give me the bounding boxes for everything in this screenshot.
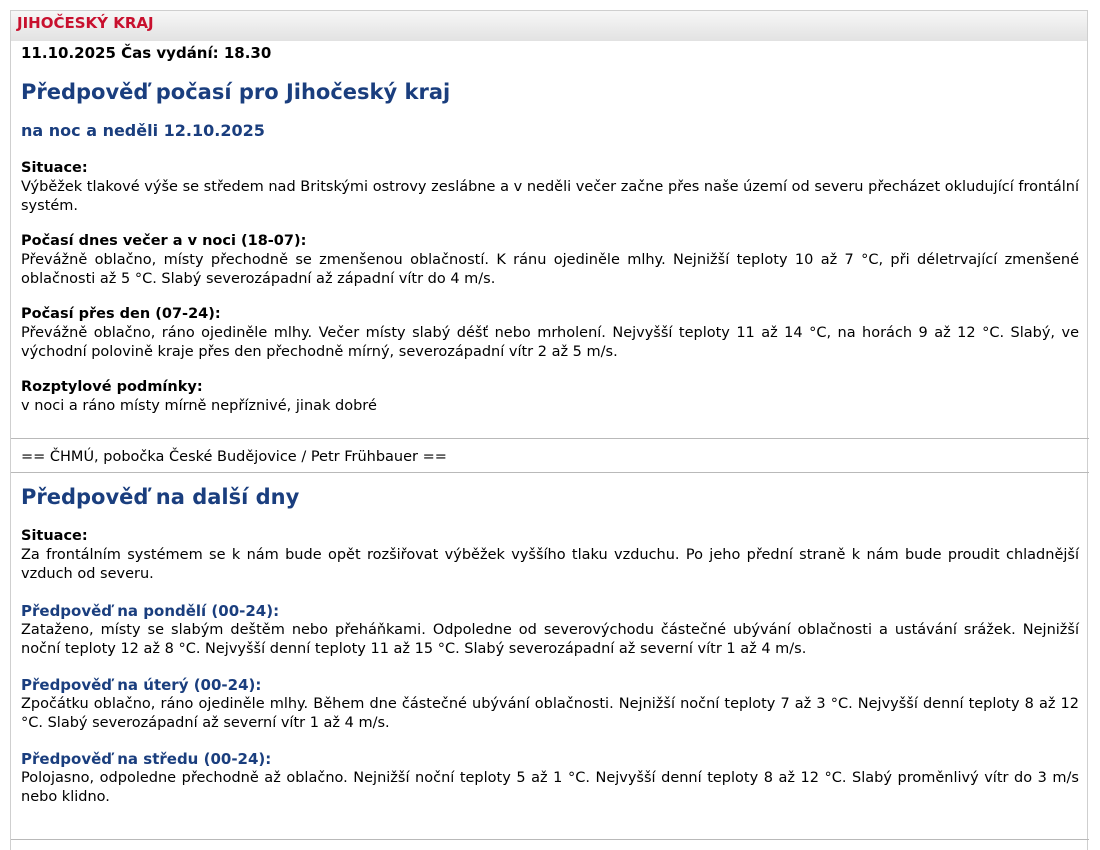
divider-top (11, 438, 1089, 439)
next-situation-label: Situace: (21, 528, 88, 544)
forecast-subtitle: na noc a neděli 12.10.2025 (21, 121, 265, 140)
wednesday-forecast-text: Polojasno, odpoledne přechodně až oblačno. Nejnižší noční teploty 5 až 1 °C. Nejvyšší denní teploty 8 až 12 °C. Slabý proměnlivý vítr do 3 m/s nebo klidno. (21, 770, 1079, 805)
day-forecast-label: Počasí přes den (07-24): (21, 306, 221, 322)
region-header-bar (11, 11, 1087, 41)
divider-bottom (11, 472, 1089, 473)
dispersion-text: v noci a ráno místy mírně nepříznivé, jinak dobré (21, 398, 377, 414)
region-title: JIHOČESKÝ KRAJ (17, 14, 154, 32)
situation-text: Výběžek tlakové výše se středem nad Britskými ostrovy zeslábne a v neděli večer začne přes naše území od severu přecházet okludující frontální systém. (21, 179, 1079, 214)
issued-datetime: 11.10.2025 Čas vydání: 18.30 (21, 44, 272, 62)
forecast-title: Předpověď počasí pro Jihočeský kraj (21, 80, 451, 104)
night-forecast-label: Počasí dnes večer a v noci (18-07): (21, 233, 307, 249)
next-situation-text: Za frontálním systémem se k nám bude opět rozšiřovat výběžek vyššího tlaku vzduchu. Po jeho přední straně k nám bude proudit chladnější vzduch od severu. (21, 547, 1079, 582)
night-forecast-text: Převážně oblačno, místy přechodně se zmenšenou oblačností. K ránu ojediněle mlhy. Nejnižší teploty 10 až 7 °C, při déletrvající zmenšené oblačnosti až 5 °C. Slabý severozápadní až západní vítr do 4 m/s. (21, 252, 1079, 287)
divider-end (11, 839, 1089, 840)
dispersion-label: Rozptylové podmínky: (21, 379, 203, 395)
situation-label: Situace: (21, 160, 88, 176)
forecast-frame (10, 10, 1088, 850)
day-forecast-text: Převážně oblačno, ráno ojediněle mlhy. Večer místy slabý déšť nebo mrholení. Nejvyšší teploty 11 až 14 °C, na horách 9 až 12 °C. Slabý, ve východní polovině kraje přes den přechodně mírný, severozápadní vítr 2 až 5 m/s. (21, 325, 1079, 360)
tuesday-forecast-label: Předpověď na úterý (00-24): (21, 676, 262, 694)
monday-forecast-label: Předpověď na pondělí (00-24): (21, 602, 280, 620)
tuesday-forecast-text: Zpočátku oblačno, ráno ojediněle mlhy. Během dne částečné ubývání oblačnosti. Nejnižší noční teploty 7 až 3 °C. Nejvyšší denní teploty 8 až 12 °C. Slabý severozápadní až severní vítr 1 až 4 m/s. (21, 696, 1079, 731)
author-signature: == ČHMÚ, pobočka České Budějovice / Petr Frühbauer == (21, 449, 447, 465)
wednesday-forecast-label: Předpověď na středu (00-24): (21, 750, 272, 768)
next-days-title: Předpověď na další dny (21, 485, 300, 509)
monday-forecast-text: Zataženo, místy se slabým deštěm nebo přeháňkami. Odpoledne od severovýchodu částečné ubývání oblačnosti a ustávání srážek. Nejnižší noční teploty 12 až 8 °C. Nejvyšší denní teploty 11 až 15 °C. Slabý severozápadní až severní vítr 1 až 4 m/s. (21, 622, 1079, 657)
